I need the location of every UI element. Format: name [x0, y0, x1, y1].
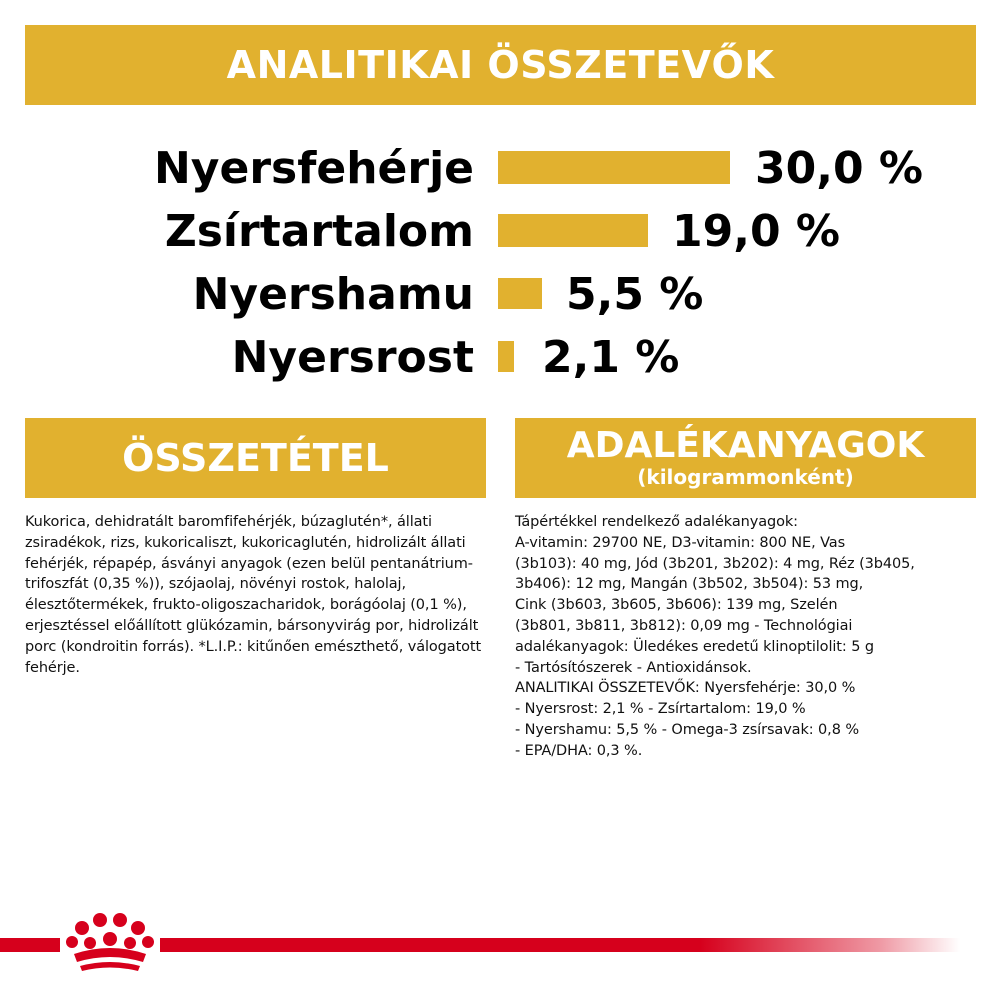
crown-icon	[60, 908, 160, 976]
additives-line: 3b406): 12 mg, Mangán (3b502, 3b504): 53 mg,	[515, 576, 864, 593]
analytics-bar	[498, 214, 648, 247]
analytics-value: 2,1 %	[542, 332, 680, 383]
additives-line: Cink (3b603, 3b605, 3b606): 139 mg, Szelén	[515, 597, 838, 614]
composition-title: ÖSSZETÉTEL	[122, 436, 389, 480]
additives-line: (3b801, 3b811, 3b812): 0,09 mg - Technológiai	[515, 617, 853, 634]
analytics-header-title: ANALITIKAI ÖSSZETEVŐK	[226, 43, 775, 87]
additives-subtitle: (kilogrammonként)	[637, 465, 854, 489]
additives-line: - Nyershamu: 5,5 % - Omega-3 zsírsavak: 0,8 %	[515, 721, 860, 738]
additives-line: adalékanyagok: Üledékes eredetű klinoptilolit: 5 g	[515, 638, 874, 655]
additives-line: - EPA/DHA: 0,3 %.	[515, 742, 643, 759]
additives-text	[515, 512, 977, 762]
additives-line: - Tartósítószerek - Antioxidánsok.	[515, 659, 752, 676]
composition-header-banner	[25, 418, 486, 498]
analytics-bar	[498, 341, 514, 372]
analytics-value: 19,0 %	[672, 206, 840, 257]
additives-line: (3b103): 40 mg, Jód (3b201, 3b202): 4 mg, Réz (3b405,	[515, 555, 915, 572]
additives-title: ADALÉKANYAGOK	[566, 425, 925, 466]
additives-header-banner	[515, 418, 976, 498]
analytics-label: Zsírtartalom	[164, 206, 474, 257]
analytics-label: Nyershamu	[192, 269, 474, 320]
analytics-bar	[498, 278, 542, 309]
analytics-row-fiber	[0, 328, 1000, 388]
additives-line: Tápértékkel rendelkező adalékanyagok:	[515, 514, 798, 530]
composition-text: Kukorica, dehidratált baromfifehérjék, búzaglutén*, állati zsiradékok, rizs, kukoricaliszt, kukoricaglutén, hidrolizált állati fehérjék, répapép, ásványi anyagok (ezen belül pentanátrium-trifoszfát (0,35 %)), szójaolaj, növényi rostok, halolaj, élesztőtermékek, frukto-oligoszacharidok, borágóolaj (0,1 %), erjesztéssel előállított glükózamin, bársonyvirág por, hidrolizált porc (kondroitin forrás). *L.I.P.: kitűnően emészthető, válogatott fehérje.	[25, 514, 482, 676]
analytics-row-fat	[0, 202, 1000, 262]
additives-line: A-vitamin: 29700 NE, D3-vitamin: 800 NE, Vas	[515, 534, 846, 551]
additives-line: ANALITIKAI ÖSSZETEVŐK: Nyersfehérje: 30,0 %	[515, 680, 856, 697]
analytics-row-ash	[0, 265, 1000, 325]
additives-line: - Nyersrost: 2,1 % - Zsírtartalom: 19,0 %	[515, 701, 806, 718]
analytics-value: 5,5 %	[566, 269, 704, 320]
analytics-header-banner	[25, 25, 976, 105]
analytics-value: 30,0 %	[755, 143, 923, 194]
analytics-label: Nyersfehérje	[153, 143, 474, 194]
analytics-bar	[498, 151, 730, 184]
analytics-row-protein	[0, 139, 1000, 199]
analytics-label: Nyersrost	[231, 332, 474, 383]
